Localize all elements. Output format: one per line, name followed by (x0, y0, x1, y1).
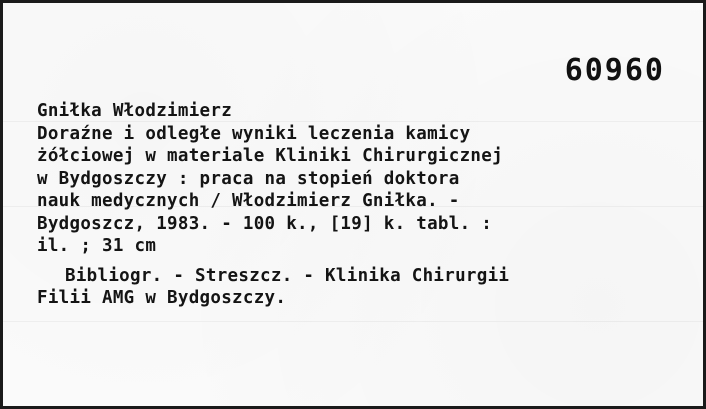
catalog-number: 60960 (564, 53, 665, 88)
title-line-1: Doraźne i odległe wyniki leczenia kamicy (37, 123, 471, 144)
title-line-4: nauk medycznych / Włodzimierz Gniłka. - (37, 191, 460, 211)
title-line-3: w Bydgoszczy : praca na stopień doktora (37, 168, 460, 189)
note-line-2: Filii AMG w Bydgoszczy. (37, 288, 287, 308)
author-line: Gniłka Włodzimierz (37, 101, 233, 121)
note-line-1: Bibliogr. - Streszcz. - Klinika Chirurgii (65, 265, 510, 286)
title-line-6: il. ; 31 cm (37, 236, 157, 256)
title-line-2: żółciowej w materiale Kliniki Chirurgicznej (37, 146, 503, 166)
bibliographic-record (37, 100, 683, 310)
title-line-5: Bydgoszcz, 1983. - 100 k., [19] k. tabl. : (37, 213, 493, 234)
